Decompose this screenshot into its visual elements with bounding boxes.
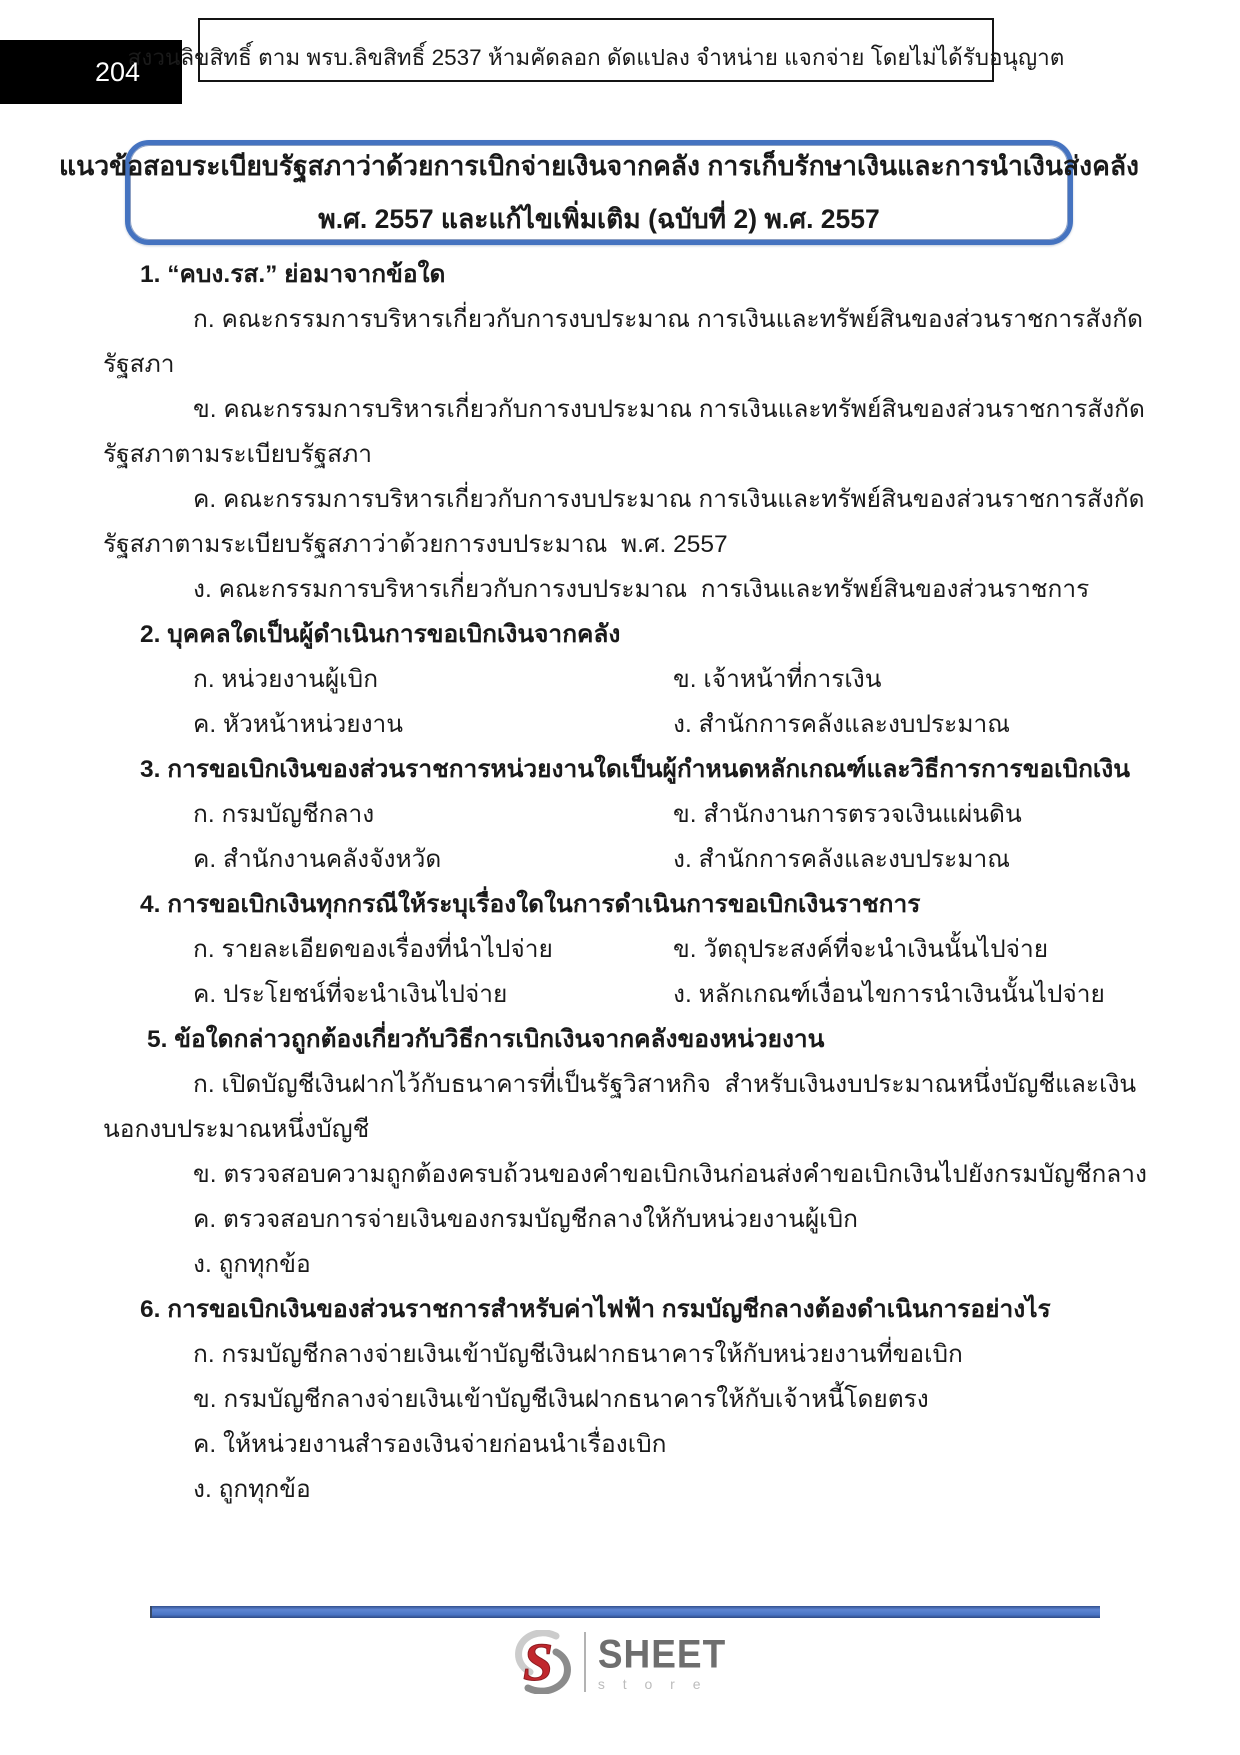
option-left: ค. สำนักงานคลังจังหวัด: [193, 846, 442, 873]
option-row: [103, 702, 1163, 747]
option-row: [103, 792, 1163, 837]
option-continuation: รัฐสภาตามระเบียบรัฐสภาว่าด้วยการงบประมาณ พ.ศ. 2557: [103, 531, 728, 558]
option-right: ง. สำนักการคลังและงบประมาณ: [673, 846, 1010, 873]
question-text: 4. การขอเบิกเงินทุกกรณีให้ระบุเรื่องใดในการดำเนินการขอเบิกเงินราชการ: [140, 891, 921, 918]
question-list: [103, 252, 1163, 1512]
option-right: ง. สำนักการคลังและงบประมาณ: [673, 711, 1010, 738]
option-line: ข. กรมบัญชีกลางจ่ายเงินเข้าบัญชีเงินฝากธนาคารให้กับเจ้าหนี้โดยตรง: [193, 1386, 929, 1413]
option-right: ข. สำนักงานการตรวจเงินแผ่นดิน: [673, 801, 1022, 828]
question-text: 6. การขอเบิกเงินของส่วนราชการสำหรับค่าไฟฟ้า กรมบัญชีกลางต้องดำเนินการอย่างไร: [140, 1296, 1051, 1323]
question-text: 1. “คบง.รส.” ย่อมาจากข้อใด: [140, 261, 446, 288]
option-line: ง. คณะกรรมการบริหารเกี่ยวกับการงบประมาณ การเงินและทรัพย์สินของส่วนราชการ: [193, 576, 1090, 603]
option-continuation: นอกงบประมาณหนึ่งบัญชี: [103, 1116, 370, 1143]
page-number: 204: [94, 56, 140, 87]
exam-title-line1: แนวข้อสอบระเบียบรัฐสภาว่าด้วยการเบิกจ่ายเงินจากคลัง การเก็บรักษาเงินและการนำเงินส่งคลัง: [59, 151, 1139, 181]
footer-divider-bar: [150, 1606, 1100, 1618]
sheet-store-logo: [0, 1630, 1240, 1694]
option-row: [103, 972, 1163, 1017]
logo-divider: [584, 1632, 586, 1692]
svg-text:S: S: [522, 1632, 553, 1692]
option-left: ก. กรมบัญชีกลาง: [193, 801, 375, 828]
brand-block: [597, 1631, 727, 1692]
option-line: ง. ถูกทุกข้อ: [193, 1476, 311, 1503]
option-right: ง. หลักเกณฑ์เงื่อนไขการนำเงินนั้นไปจ่าย: [673, 981, 1105, 1008]
option-left: ก. หน่วยงานผู้เบิก: [193, 666, 379, 693]
copyright-box: [127, 18, 1065, 82]
option-row: [103, 657, 1163, 702]
option-row: [103, 837, 1163, 882]
option-line: ค. ให้หน่วยงานสำรองเงินจ่ายก่อนนำเรื่องเบิก: [193, 1431, 667, 1458]
copyright-text: สงวนลิขสิทธิ์ ตาม พรบ.ลิขสิทธิ์ 2537 ห้ามคัดลอก ดัดแปลง จำหน่าย แจกจ่าย โดยไม่ได้รับอนุญาต: [127, 45, 1065, 70]
option-line: ก. คณะกรรมการบริหารเกี่ยวกับการงบประมาณ การเงินและทรัพย์สินของส่วนราชการสังกัด: [193, 306, 1143, 333]
sheet-store-s-icon: [514, 1630, 572, 1694]
option-row: [103, 927, 1163, 972]
question-text: 5. ข้อใดกล่าวถูกต้องเกี่ยวกับวิธีการเบิกเงินจากคลังของหน่วยงาน: [147, 1026, 825, 1053]
option-continuation: รัฐสภาตามระเบียบรัฐสภา: [103, 441, 373, 468]
option-line: ง. ถูกทุกข้อ: [193, 1251, 311, 1278]
option-right: ข. วัตถุประสงค์ที่จะนำเงินนั้นไปจ่าย: [673, 936, 1049, 963]
option-continuation: รัฐสภา: [103, 351, 175, 378]
option-line: ค. คณะกรรมการบริหารเกี่ยวกับการงบประมาณ การเงินและทรัพย์สินของส่วนราชการสังกัด: [193, 486, 1145, 513]
exam-title-box: [59, 140, 1139, 245]
option-left: ก. รายละเอียดของเรื่องที่นำไปจ่าย: [193, 936, 553, 963]
question-text: 2. บุคคลใดเป็นผู้ดำเนินการขอเบิกเงินจากคลัง: [140, 621, 621, 648]
option-left: ค. ประโยชน์ที่จะนำเงินไปจ่าย: [193, 981, 508, 1008]
question-text: 3. การขอเบิกเงินของส่วนราชการหน่วยงานใดเป็นผู้กำหนดหลักเกณฑ์และวิธีการการขอเบิกเงิน: [140, 756, 1131, 783]
option-line: ข. ตรวจสอบความถูกต้องครบถ้วนของคำขอเบิกเงินก่อนส่งคำขอเบิกเงินไปยังกรมบัญชีกลาง: [193, 1161, 1148, 1188]
option-line: ก. เปิดบัญชีเงินฝากไว้กับธนาคารที่เป็นรัฐวิสาหกิจ สำหรับเงินงบประมาณหนึ่งบัญชีและเงิน: [193, 1071, 1137, 1098]
exam-title-line2: พ.ศ. 2557 และแก้ไขเพิ่มเติม (ฉบับที่ 2) พ.ศ. 2557: [318, 204, 880, 234]
option-line: ค. ตรวจสอบการจ่ายเงินของกรมบัญชีกลางให้กับหน่วยงานผู้เบิก: [193, 1206, 858, 1233]
option-line: ก. กรมบัญชีกลางจ่ายเงินเข้าบัญชีเงินฝากธนาคารให้กับหน่วยงานที่ขอเบิก: [193, 1341, 963, 1368]
brand-name: SHEET: [597, 1631, 727, 1676]
brand-subtitle: s t o r e: [597, 1676, 708, 1692]
option-left: ค. หัวหน้าหน่วยงาน: [193, 711, 404, 738]
option-right: ข. เจ้าหน้าที่การเงิน: [673, 666, 882, 693]
option-line: ข. คณะกรรมการบริหารเกี่ยวกับการงบประมาณ การเงินและทรัพย์สินของส่วนราชการสังกัด: [193, 396, 1145, 423]
